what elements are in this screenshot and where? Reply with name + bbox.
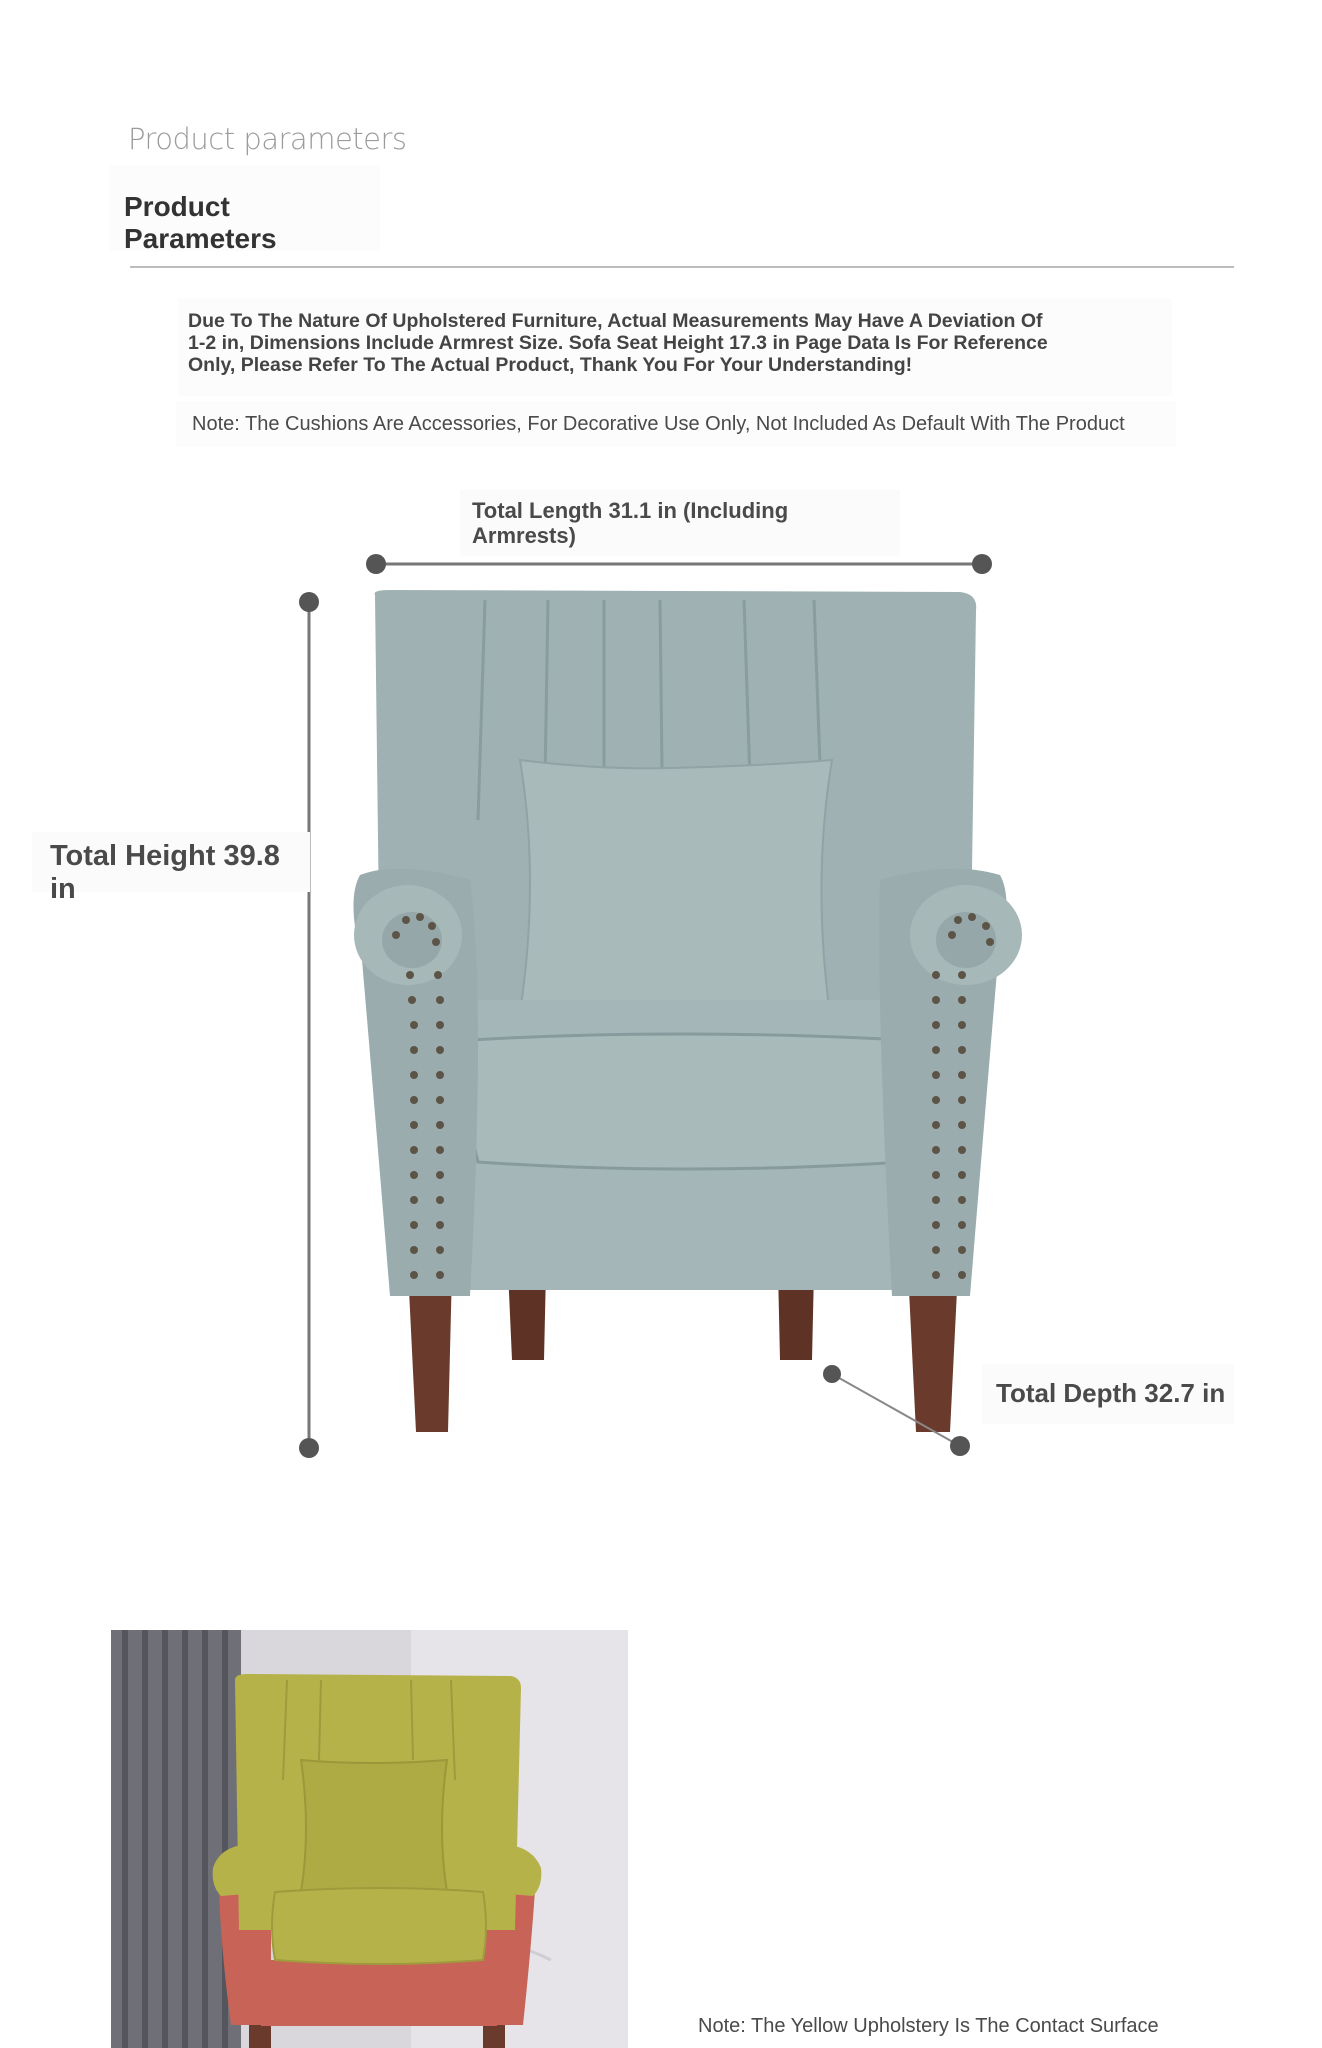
measurement-notice-text: Due To The Nature Of Upholstered Furniture, Actual Measurements May Have A Deviation Of 1-2 in, Dimensions Include Armrest Size. Sofa Seat Height 17.3 in Page Data Is For Reference Only, Please Refer To The Actual Product, Thank You For Your Understanding! [188, 310, 1048, 376]
depth-label: Total Depth 32.7 in [996, 1378, 1226, 1408]
depth-label-box [982, 1364, 1234, 1424]
length-label: Total Length 31.1 in (Including Armrests) [472, 498, 789, 548]
caption-product-parameters: Product parameters [128, 122, 407, 156]
height-label-box [32, 832, 310, 905]
chair-illustration [353, 590, 1022, 1432]
length-label-box [460, 490, 900, 556]
height-marker [299, 592, 319, 1458]
contact-surface-note: Note: The Yellow Upholstery Is The Contact Surface [698, 2015, 1159, 2037]
page-title: Product Parameters [124, 191, 277, 254]
height-label: Total Height 39.8 in [50, 840, 280, 905]
length-marker [366, 554, 992, 574]
cushion-note-text: Note: The Cushions Are Accessories, For Decorative Use Only, Not Included As Default With The Product [192, 413, 1125, 435]
contact-surface-photo [111, 1630, 628, 2048]
